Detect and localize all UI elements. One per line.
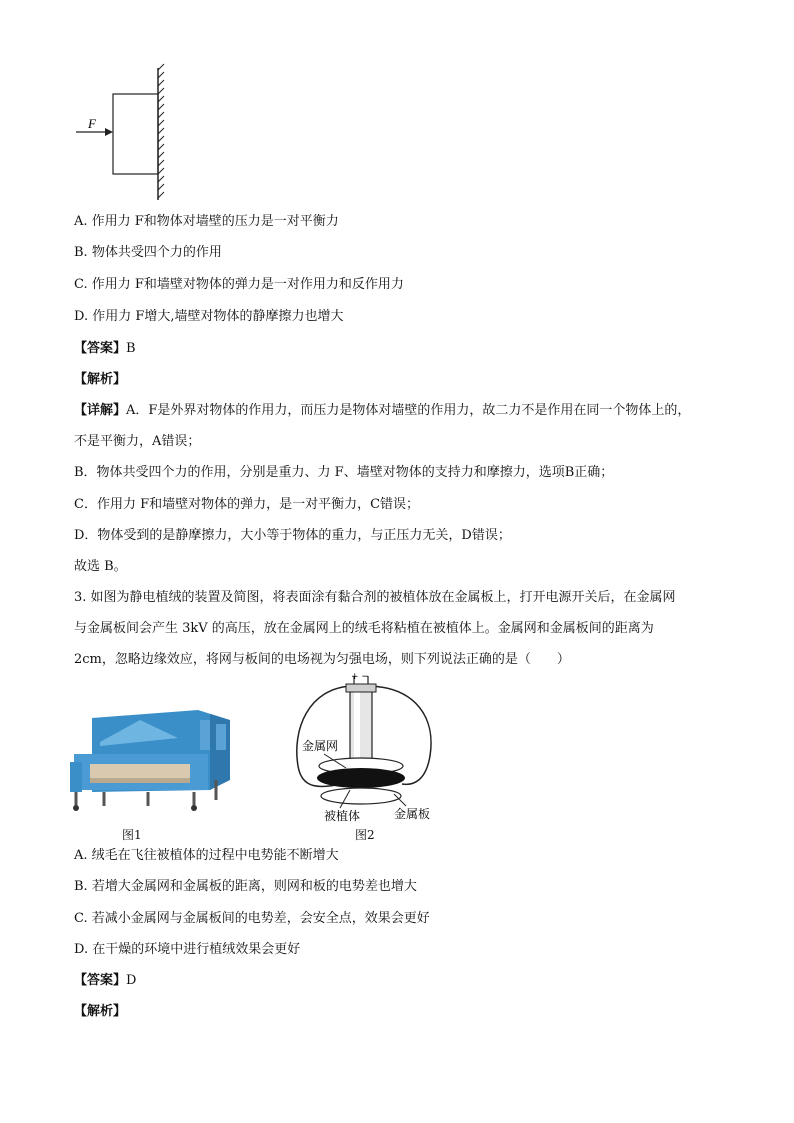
- q2-option-d: D. 作用力 F增大,墙壁对物体的静摩擦力也增大: [74, 309, 344, 324]
- q3-stem-line-2: 与金属板间会产生 3kV 的高压，放在金属网上的绒毛将粘植在被植体上。金属网和金属板间的距离为: [74, 621, 654, 636]
- q3-option-b: B. 若增大金属网和金属板的距离，则网和板的电势差也增大: [74, 879, 417, 894]
- answer-tag: 【答案】: [74, 341, 127, 356]
- q2-detail-line-5: D．物体受到的是静摩擦力，大小等于物体的重力，与正压力无关，D错误；: [74, 528, 511, 543]
- electrode-column: [350, 688, 372, 760]
- answer-value: B: [126, 341, 136, 356]
- q2-option-c: C. 作用力 F和墙壁对物体的弹力是一对作用力和反作用力: [74, 277, 404, 292]
- block: [113, 94, 158, 174]
- q3-option-d: D. 在干燥的环境中进行植绒效果会更好: [74, 942, 301, 957]
- detail-tag: 【详解】: [74, 403, 127, 418]
- metal-plate: [321, 788, 401, 804]
- fig2-caption: 图2: [355, 828, 375, 842]
- fig1-caption: 图1: [122, 828, 142, 842]
- detail-text: A．F是外界对物体的作用力，而压力是物体对墙壁的作用力，故二力不是作用在同一个物体上的，: [126, 403, 691, 418]
- q3-answer: [74, 973, 136, 989]
- q2-detail-line-6: 故选 B。: [74, 559, 127, 574]
- q3-option-c: C. 若减小金属网与金属板间的电势差，会安全点，效果会更好: [74, 911, 430, 926]
- terminal-label: + −: [351, 672, 369, 682]
- plant-body: [317, 768, 405, 788]
- label-plant-body: 被植体: [324, 809, 361, 823]
- q2-answer: [74, 341, 136, 357]
- block-wall-figure: [70, 62, 180, 204]
- q2-detail-line-4: C．作用力 F和墙壁对物体的弹力，是一对平衡力，C错误；: [74, 497, 420, 512]
- flocking-machine-image: [70, 700, 240, 812]
- q2-option-b: B. 物体共受四个力的作用: [74, 245, 222, 260]
- label-metal-mesh: 金属网: [302, 739, 339, 753]
- q2-detail-line-2: 不是平衡力，A错误；: [74, 434, 201, 449]
- q3-option-a: A. 绒毛在飞往被植体的过程中电势能不断增大: [74, 848, 339, 863]
- q2-option-a: A. 作用力 F和物体对墙壁的压力是一对平衡力: [74, 214, 339, 229]
- q3-analysis-tag: 【解析】: [74, 1004, 127, 1019]
- force-label: F: [88, 116, 96, 131]
- q3-stem-line-3: 2cm，忽略边缘效应，将网与板间的电场视为匀强电场，则下列说法正确的是（ ）: [74, 652, 570, 667]
- flocking-schematic: [290, 670, 450, 824]
- answer-tag: 【答案】: [74, 973, 127, 988]
- answer-value: D: [126, 973, 137, 988]
- q2-detail-line-3: B．物体共受四个力的作用，分别是重力、力 F、墙壁对物体的支持力和摩擦力，选项B正确；: [74, 465, 614, 480]
- q2-analysis-tag: 【解析】: [74, 372, 127, 387]
- q2-detail-line-1: [74, 403, 690, 419]
- q3-stem-line-1: 3. 如图为静电植绒的装置及简图，将表面涂有黏合剂的被植体放在金属板上，打开电源开关后，在金属网: [74, 590, 676, 605]
- label-metal-plate: 金属板: [394, 807, 431, 821]
- wall-hatching: [158, 64, 164, 200]
